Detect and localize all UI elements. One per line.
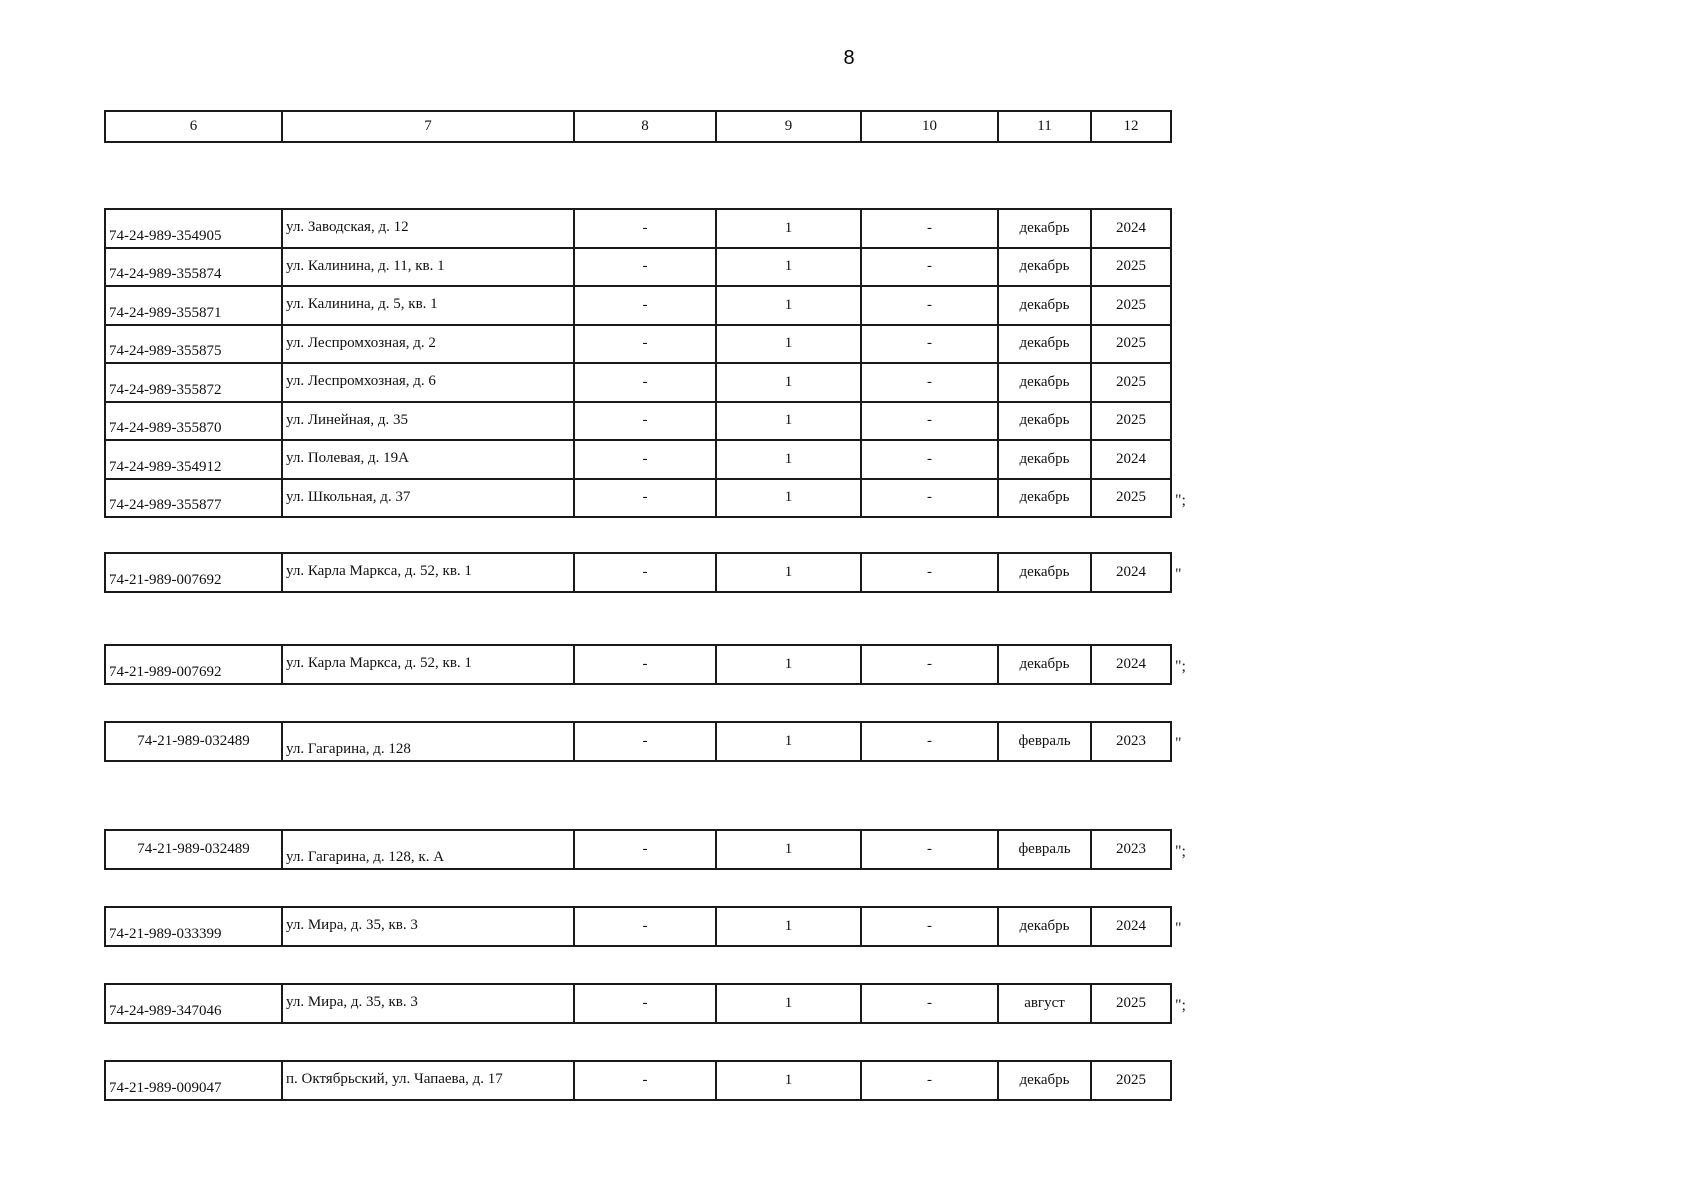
cadastral-code-cell: 74-21-989-009047 xyxy=(105,1061,282,1100)
column-8-cell: - xyxy=(574,363,716,402)
cadastral-code-cell: 74-24-989-355871 xyxy=(105,286,282,325)
column-8-cell: - xyxy=(574,209,716,248)
year-cell: 2025 xyxy=(1091,286,1171,325)
cadastral-code-cell: 74-21-989-032489 xyxy=(105,830,282,869)
year-cell: 2024 xyxy=(1091,440,1171,479)
column-8-cell: - xyxy=(574,1061,716,1100)
quote-suffix: " xyxy=(1175,735,1182,752)
table-row xyxy=(105,209,1171,248)
record-table xyxy=(104,906,1172,947)
address-cell: ул. Леспромхозная, д. 2 xyxy=(282,325,574,364)
year-cell: 2024 xyxy=(1091,209,1171,248)
column-10-cell: - xyxy=(861,1061,998,1100)
year-cell: 2025 xyxy=(1091,325,1171,364)
month-cell: декабрь xyxy=(998,553,1091,592)
cadastral-code-cell: 74-24-989-355874 xyxy=(105,248,282,287)
table-row xyxy=(105,1061,1171,1100)
quote-suffix: "; xyxy=(1175,658,1186,675)
year-cell: 2024 xyxy=(1091,553,1171,592)
column-9-cell: 1 xyxy=(716,645,861,684)
quote-suffix: "; xyxy=(1175,843,1186,860)
address-cell: ул. Школьная, д. 37 xyxy=(282,479,574,518)
address-cell: ул. Мира, д. 35, кв. 3 xyxy=(282,984,574,1023)
address-cell: ул. Гагарина, д. 128, к. А xyxy=(282,830,574,869)
address-cell: п. Октябрьский, ул. Чапаева, д. 17 xyxy=(282,1061,574,1100)
column-10-cell: - xyxy=(861,907,998,946)
column-8-cell: - xyxy=(574,286,716,325)
record-table xyxy=(104,208,1172,518)
table-row xyxy=(105,440,1171,479)
column-9-cell: 1 xyxy=(716,325,861,364)
year-cell: 2025 xyxy=(1091,248,1171,287)
month-cell: декабрь xyxy=(998,479,1091,518)
column-9-cell: 1 xyxy=(716,479,861,518)
cadastral-code-cell: 74-21-989-007692 xyxy=(105,645,282,684)
column-8-cell: - xyxy=(574,553,716,592)
month-cell: декабрь xyxy=(998,402,1091,441)
column-header-10: 10 xyxy=(861,111,998,142)
record-table xyxy=(104,1060,1172,1101)
month-cell: декабрь xyxy=(998,248,1091,287)
table-row xyxy=(105,722,1171,761)
column-9-cell: 1 xyxy=(716,984,861,1023)
cadastral-code-cell: 74-21-989-032489 xyxy=(105,722,282,761)
column-9-cell: 1 xyxy=(716,722,861,761)
month-cell: декабрь xyxy=(998,209,1091,248)
cadastral-code-cell: 74-21-989-033399 xyxy=(105,907,282,946)
address-cell: ул. Калинина, д. 5, кв. 1 xyxy=(282,286,574,325)
address-cell: ул. Карла Маркса, д. 52, кв. 1 xyxy=(282,553,574,592)
address-cell: ул. Леспромхозная, д. 6 xyxy=(282,363,574,402)
column-10-cell: - xyxy=(861,209,998,248)
column-9-cell: 1 xyxy=(716,286,861,325)
month-cell: декабрь xyxy=(998,286,1091,325)
cadastral-code-cell: 74-24-989-355875 xyxy=(105,325,282,364)
month-cell: декабрь xyxy=(998,907,1091,946)
month-cell: август xyxy=(998,984,1091,1023)
month-cell: декабрь xyxy=(998,325,1091,364)
year-cell: 2023 xyxy=(1091,830,1171,869)
record-table xyxy=(104,829,1172,870)
address-cell: ул. Мира, д. 35, кв. 3 xyxy=(282,907,574,946)
table-row xyxy=(105,286,1171,325)
address-cell: ул. Заводская, д. 12 xyxy=(282,209,574,248)
record-table xyxy=(104,983,1172,1024)
column-8-cell: - xyxy=(574,325,716,364)
quote-suffix: "; xyxy=(1175,997,1186,1014)
column-header-12: 12 xyxy=(1091,111,1171,142)
column-10-cell: - xyxy=(861,553,998,592)
column-header-8: 8 xyxy=(574,111,716,142)
table-row xyxy=(105,402,1171,441)
table-row xyxy=(105,248,1171,287)
cadastral-code-cell: 74-24-989-354905 xyxy=(105,209,282,248)
column-8-cell: - xyxy=(574,830,716,869)
cadastral-code-cell: 74-24-989-354912 xyxy=(105,440,282,479)
address-cell: ул. Полевая, д. 19А xyxy=(282,440,574,479)
column-10-cell: - xyxy=(861,363,998,402)
month-cell: декабрь xyxy=(998,363,1091,402)
column-8-cell: - xyxy=(574,722,716,761)
column-8-cell: - xyxy=(574,440,716,479)
column-8-cell: - xyxy=(574,984,716,1023)
year-cell: 2025 xyxy=(1091,1061,1171,1100)
column-10-cell: - xyxy=(861,984,998,1023)
table-row xyxy=(105,984,1171,1023)
column-header-9: 9 xyxy=(716,111,861,142)
quote-suffix: "; xyxy=(1175,491,1186,509)
column-9-cell: 1 xyxy=(716,1061,861,1100)
month-cell: февраль xyxy=(998,830,1091,869)
table-row xyxy=(105,830,1171,869)
address-cell: ул. Калинина, д. 11, кв. 1 xyxy=(282,248,574,287)
table-row xyxy=(105,907,1171,946)
column-9-cell: 1 xyxy=(716,440,861,479)
column-8-cell: - xyxy=(574,479,716,518)
column-8-cell: - xyxy=(574,907,716,946)
header-row xyxy=(105,111,1171,142)
cadastral-code-cell: 74-24-989-355877 xyxy=(105,479,282,518)
cadastral-code-cell: 74-24-989-355872 xyxy=(105,363,282,402)
column-10-cell: - xyxy=(861,286,998,325)
table-row xyxy=(105,325,1171,364)
column-header-11: 11 xyxy=(998,111,1091,142)
column-10-cell: - xyxy=(861,402,998,441)
column-10-cell: - xyxy=(861,440,998,479)
column-9-cell: 1 xyxy=(716,209,861,248)
year-cell: 2025 xyxy=(1091,479,1171,518)
year-cell: 2024 xyxy=(1091,645,1171,684)
month-cell: декабрь xyxy=(998,1061,1091,1100)
quote-suffix: " xyxy=(1175,920,1182,937)
column-10-cell: - xyxy=(861,479,998,518)
month-cell: декабрь xyxy=(998,440,1091,479)
column-10-cell: - xyxy=(861,830,998,869)
table-row xyxy=(105,363,1171,402)
column-number-header xyxy=(104,110,1172,143)
table-row xyxy=(105,645,1171,684)
column-10-cell: - xyxy=(861,325,998,364)
column-header-6: 6 xyxy=(105,111,282,142)
column-9-cell: 1 xyxy=(716,402,861,441)
cadastral-code-cell: 74-24-989-355870 xyxy=(105,402,282,441)
table-row xyxy=(105,479,1171,518)
column-8-cell: - xyxy=(574,402,716,441)
month-cell: февраль xyxy=(998,722,1091,761)
year-cell: 2025 xyxy=(1091,402,1171,441)
column-9-cell: 1 xyxy=(716,553,861,592)
address-cell: ул. Карла Маркса, д. 52, кв. 1 xyxy=(282,645,574,684)
column-10-cell: - xyxy=(861,722,998,761)
year-cell: 2023 xyxy=(1091,722,1171,761)
column-8-cell: - xyxy=(574,645,716,684)
column-10-cell: - xyxy=(861,645,998,684)
year-cell: 2025 xyxy=(1091,363,1171,402)
column-9-cell: 1 xyxy=(716,907,861,946)
column-9-cell: 1 xyxy=(716,363,861,402)
month-cell: декабрь xyxy=(998,645,1091,684)
column-header-7: 7 xyxy=(282,111,574,142)
quote-suffix: " xyxy=(1175,566,1182,583)
address-cell: ул. Гагарина, д. 128 xyxy=(282,722,574,761)
table-row xyxy=(105,553,1171,592)
record-table xyxy=(104,721,1172,762)
record-table xyxy=(104,552,1172,593)
column-9-cell: 1 xyxy=(716,248,861,287)
column-9-cell: 1 xyxy=(716,830,861,869)
year-cell: 2024 xyxy=(1091,907,1171,946)
column-8-cell: - xyxy=(574,248,716,287)
record-table xyxy=(104,644,1172,685)
cadastral-code-cell: 74-21-989-007692 xyxy=(105,553,282,592)
column-10-cell: - xyxy=(861,248,998,287)
address-cell: ул. Линейная, д. 35 xyxy=(282,402,574,441)
page-number: 8 xyxy=(843,47,855,69)
cadastral-code-cell: 74-24-989-347046 xyxy=(105,984,282,1023)
year-cell: 2025 xyxy=(1091,984,1171,1023)
